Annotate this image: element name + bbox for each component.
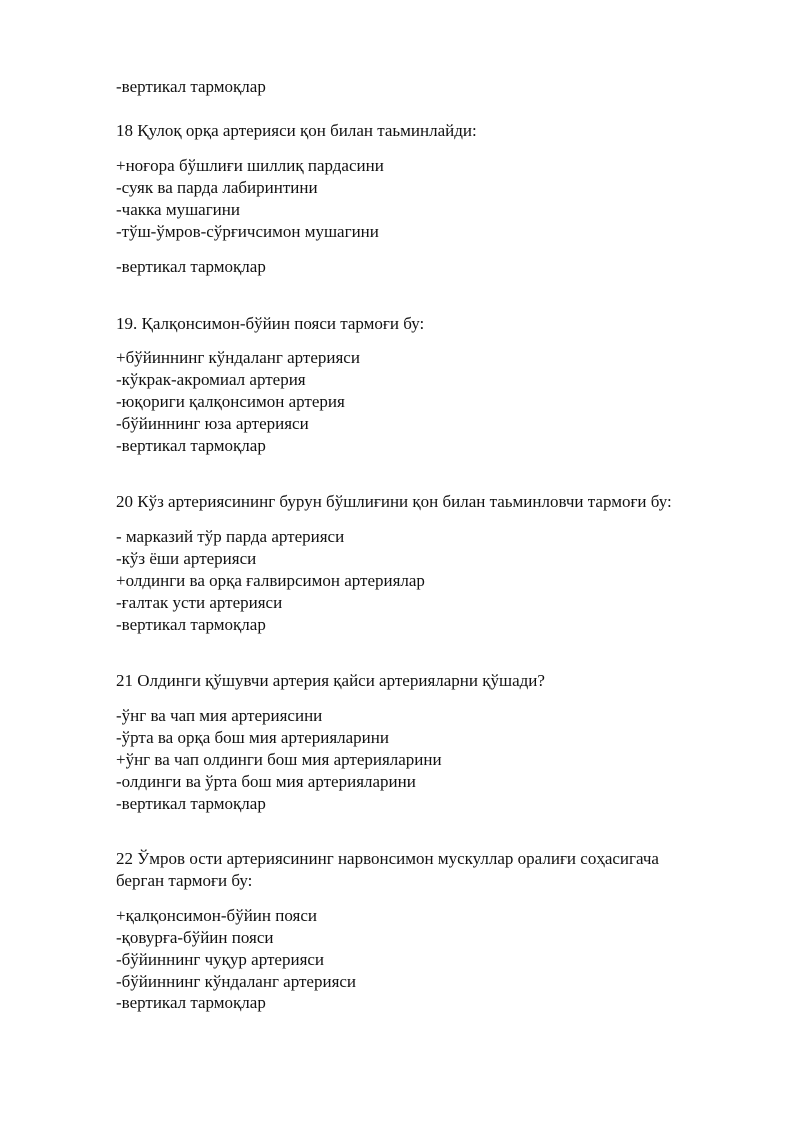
answer-option: -вертикал тармоқлар <box>116 993 266 1012</box>
answer-option: -олдинги ва ўрта бош мия артерияларини <box>116 772 416 791</box>
question-21: 21 Олдинги қўшувчи артерия қайси артерияларни қўшади? <box>116 671 545 690</box>
answer-option: +ноғора бўшлиғи шиллиқ пардасини <box>116 156 384 175</box>
answer-option: -юқориги қалқонсимон артерия <box>116 392 345 411</box>
answer-option: -суяк ва парда лабиринтини <box>116 178 318 197</box>
answer-option: -ғалтак усти артерияси <box>116 593 283 612</box>
answer-option: - марказий тўр парда артерияси <box>116 527 345 546</box>
answer-option: +бўйиннинг кўндаланг артерияси <box>116 348 360 367</box>
question-18: 18 Қулоқ орқа артерияси қон билан таьминлайди: <box>116 121 477 140</box>
lead-line: -вертикал тармоқлар <box>116 77 266 96</box>
answer-option: -вертикал тармоқлар <box>116 436 266 455</box>
answer-option: -ўрта ва орқа бош мия артерияларини <box>116 728 389 747</box>
answer-option: +қалқонсимон-бўйин пояси <box>116 906 317 925</box>
answer-option: -бўйиннинг чуқур артерияси <box>116 950 325 969</box>
answer-option: -чакка мушагини <box>116 200 240 219</box>
answer-option: -қовурға-бўйин пояси <box>116 928 274 947</box>
question-22-line-2: берган тармоғи бу: <box>116 871 253 890</box>
answer-option: -тўш-ўмров-сўрғичсимон мушагини <box>116 222 379 241</box>
answer-option: -вертикал тармоқлар <box>116 794 266 813</box>
question-22-line-1: 22 Ўмров ости артериясининг нарвонсимон мускуллар оралиғи соҳасигача <box>116 849 659 868</box>
answer-option: -кўкрак-акромиал артерия <box>116 370 306 389</box>
answer-option: -кўз ёши артерияси <box>116 549 257 568</box>
answer-option: +олдинги ва орқа ғалвирсимон артериялар <box>116 571 425 590</box>
answer-option: -ўнг ва чап мия артериясини <box>116 706 323 725</box>
question-19: 19. Қалқонсимон-бўйин пояси тармоғи бу: <box>116 314 425 333</box>
answer-option: -вертикал тармоқлар <box>116 615 266 634</box>
answer-option: -бўйиннинг юза артерияси <box>116 414 309 433</box>
answer-option: -вертикал тармоқлар <box>116 257 266 276</box>
answer-option: +ўнг ва чап олдинги бош мия артерияларини <box>116 750 442 769</box>
answer-option: -бўйиннинг кўндаланг артерияси <box>116 972 357 991</box>
question-20: 20 Кўз артериясининг бурун бўшлиғини қон билан таьминловчи тармоғи бу: <box>116 492 672 511</box>
